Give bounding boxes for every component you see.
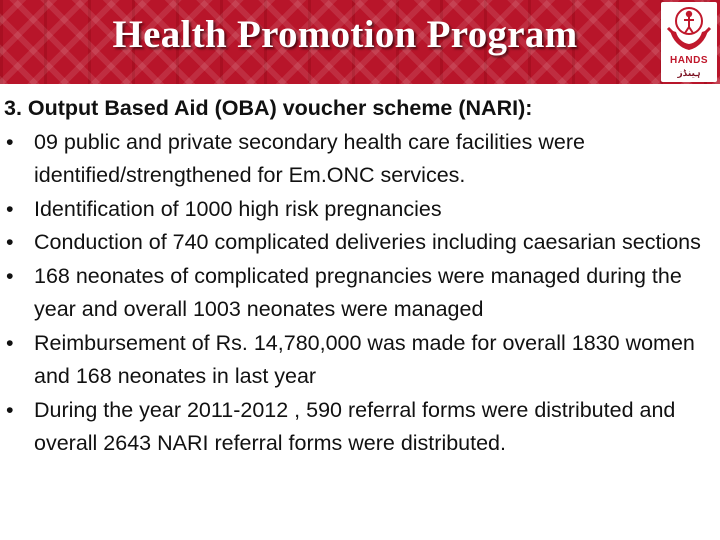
slide-body [4,92,716,461]
list-item-text: Conduction of 740 complicated deliveries including caesarian sections [34,230,701,254]
hands-logo [661,2,717,82]
list-item-text: During the year 2011-2012 , 590 referral forms were distributed and overall 2643 NARI referral forms were distributed. [34,397,676,455]
bullet-marker: • [6,263,14,288]
bullet-marker: • [6,330,14,355]
list-item [4,226,716,260]
hands-holding-figure-icon [664,4,714,54]
list-item [4,394,716,461]
bullet-marker: • [6,129,14,154]
list-item-text: 168 neonates of complicated pregnancies were managed during the year and overall 1003 neonates were managed [34,263,682,321]
list-item [4,260,716,327]
logo-text: HANDS [669,55,709,66]
list-item-text: 09 public and private secondary health care facilities were identified/strengthened for Em.ONC services. [34,129,585,187]
list-item-text: Identification of 1000 high risk pregnancies [34,196,442,221]
bullet-list [4,126,716,461]
logo-subtext: ہینڈز [677,68,701,78]
list-item-text: Reimbursement of Rs. 14,780,000 was made for overall 1830 women and 168 neonates in last year [34,330,695,388]
section-heading: 3. Output Based Aid (OBA) voucher scheme (NARI): [4,96,533,120]
list-item [4,193,716,227]
title-banner [0,0,720,84]
list-item [4,126,716,193]
bullet-marker: • [6,196,14,221]
list-item [4,327,716,394]
slide-title: Health Promotion Program [112,13,578,56]
bullet-marker: • [6,397,14,422]
bullet-marker: • [6,230,14,254]
